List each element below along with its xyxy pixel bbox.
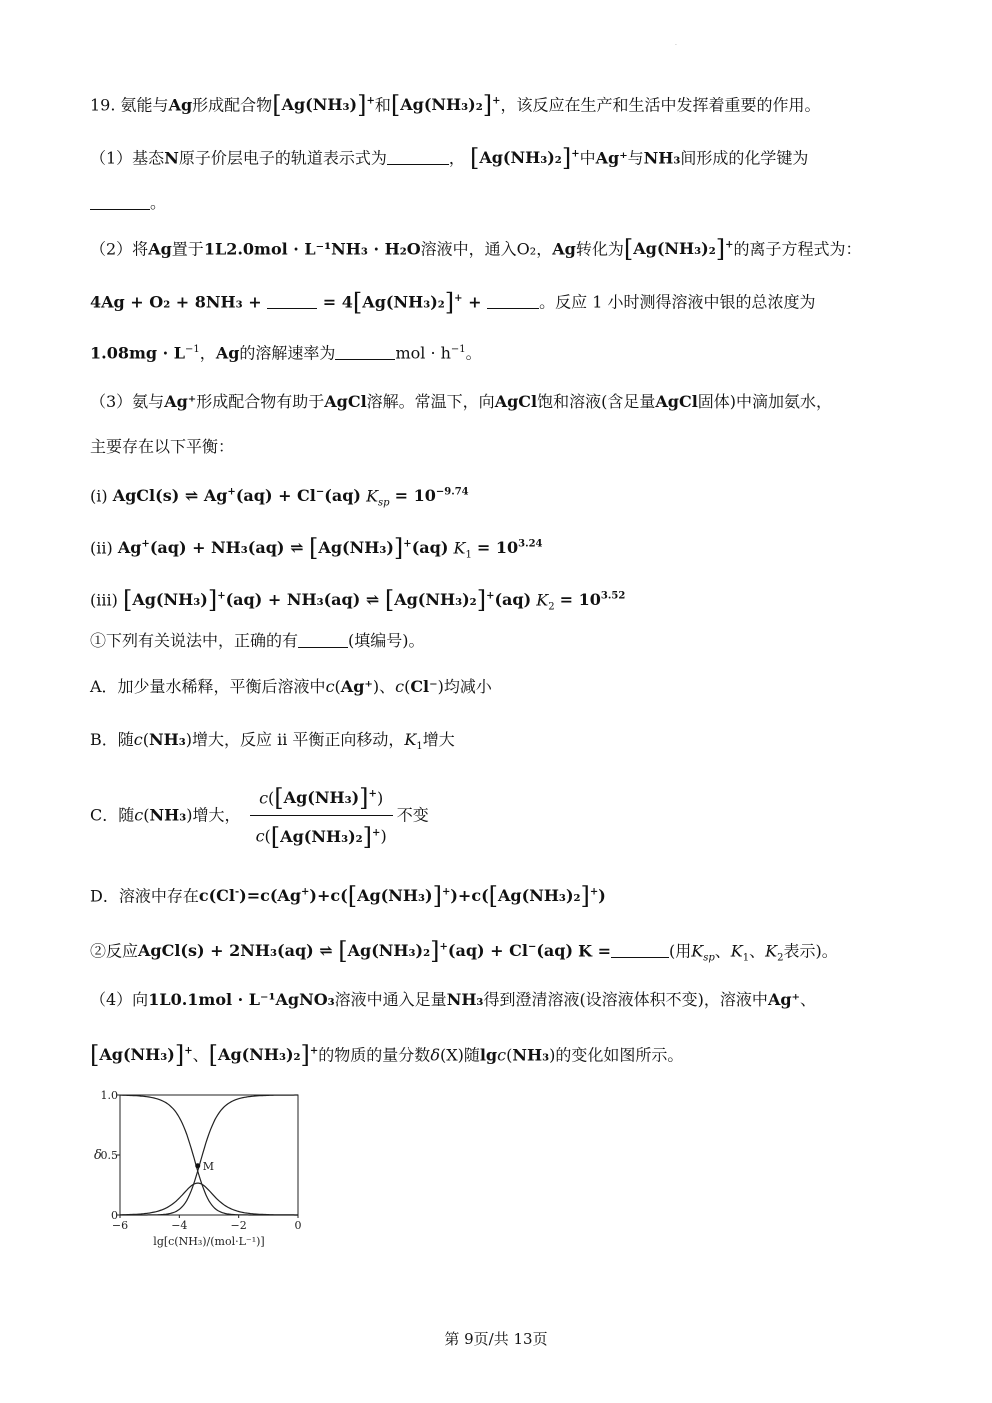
answer-blank[interactable] [387, 164, 449, 165]
y-tick-label: 0 [111, 1209, 118, 1222]
answer-blank[interactable] [487, 308, 539, 309]
part1-text: （1）基态N原子价层电子的轨道表示式为 ， [Ag(NH₃)₂]+中Ag⁺与NH₃间形成的化学键为 [90, 144, 809, 173]
y-tick-label: 0.5 [100, 1149, 118, 1162]
page-mark: . [675, 40, 677, 47]
answer-blank[interactable] [90, 209, 150, 210]
curve-ag-nh3-2 [120, 1095, 298, 1215]
option-c[interactable]: C．随c(NH₃)增大， $\frac{c([Ag(NH_3)]^+)}{c([Ag(NH_3)_2]^+)}$ 不变 [90, 782, 429, 850]
fraction: $\frac{c([Ag(NH_3)]^+)}{c([Ag(NH_3)_2]^+)}$ [250, 782, 393, 850]
y-tick-label: 1.0 [100, 1089, 118, 1102]
answer-blank[interactable] [335, 359, 395, 360]
part2-rate: $1.08mg \cdot L^{-1}$，Ag的溶解速率为 mol · $h^{-1}$。 [90, 343, 482, 363]
curve-ag-plus [120, 1095, 298, 1215]
point-m [195, 1163, 200, 1168]
equilibrium-3: (iii) [Ag(NH₃)]+(aq) + NH₃(aq) ⇌ [Ag(NH₃)₂]+(aq) $K_2 = 10^{3.52}$ [90, 586, 626, 615]
fraction-chart [90, 1085, 315, 1250]
question-intro: 19. 氨能与Ag形成配合物[Ag(NH₃)]+和[Ag(NH₃)₂]+，该反应在生产和生活中发挥着重要的作用。 [90, 91, 821, 120]
page-footer: 第 9页/共 13页 [444, 1330, 548, 1348]
option-d[interactable]: D．溶液中存在c(Cl-)=c(Ag+)+c([Ag(NH₃)]+)+c([Ag(NH₃)₂]+) [90, 882, 606, 911]
curve-ag-nh3 [120, 1183, 298, 1215]
part1-line2: 。 [90, 190, 166, 216]
option-b[interactable]: B．随c(NH₃)增大，反应 ii 平衡正向移动，$K_1$增大 [90, 730, 455, 753]
option-a[interactable]: A．加少量水稀释，平衡后溶液中c(Ag⁺)、c(Cl⁻)均减小 [90, 677, 492, 696]
answer-blank[interactable] [267, 308, 317, 309]
part2-text: （2）将Ag置于1L2.0mol · L⁻¹NH₃ · H₂O溶液中，通入O₂，Ag转化为[Ag(NH₃)₂]+的离子方程式为： [90, 235, 862, 264]
equilibrium-2: (ii) Ag+(aq) + NH₃(aq) ⇌ [Ag(NH₃)]+(aq) $K_1 = 10^{3.24}$ [90, 534, 543, 563]
answer-blank[interactable] [298, 647, 348, 648]
plot-frame [120, 1095, 298, 1215]
annotation-m: M [202, 1159, 214, 1173]
part4-line2: [Ag(NH₃)]+、[Ag(NH₃)₂]+的物质的量分数δ(X)随lgc(NH₃)的变化如图所示。 [90, 1041, 684, 1070]
x-axis-label: lg[c(NH₃)/(mol·L⁻¹)] [153, 1235, 265, 1248]
part3-text: （3）氨与Ag⁺形成配合物有助于AgCl溶解。常温下，向AgCl饱和溶液(含足量AgCl固体)中滴加氨水， [90, 392, 833, 411]
answer-blank[interactable] [611, 957, 669, 958]
y-axis-label: δ [94, 1148, 102, 1163]
x-tick-label: 0 [294, 1219, 302, 1232]
subquestion-1: ①下列有关说法中，正确的有 (填编号)。 [90, 631, 425, 650]
x-tick-label: −2 [230, 1219, 247, 1232]
part2-equation: 4Ag + O₂ + 8NH₃ + = 4[Ag(NH₃)₂]+ + 。反应 1 小时测得溶液中银的总浓度为 [90, 288, 816, 317]
equilibrium-1: (i) AgCl(s) ⇌ Ag+(aq) + Cl−(aq) $K_{sp} = 10^{-9.74}$ [90, 486, 469, 509]
part3-line2: 主要存在以下平衡： [90, 437, 235, 456]
x-tick-label: −6 [111, 1219, 129, 1232]
x-tick-label: −4 [171, 1219, 188, 1232]
part4-text: （4）向1L0.1mol · L⁻¹AgNO₃溶液中通入足量NH₃得到澄清溶液(设溶液体积不变)，溶液中Ag⁺、 [90, 990, 816, 1009]
subquestion-2: ②反应AgCl(s) + 2NH₃(aq) ⇌ [Ag(NH₃)₂]+(aq) + Cl−(aq) K = (用$K_{sp}$、$K_1$、$K_2$表示)。 [90, 937, 838, 966]
